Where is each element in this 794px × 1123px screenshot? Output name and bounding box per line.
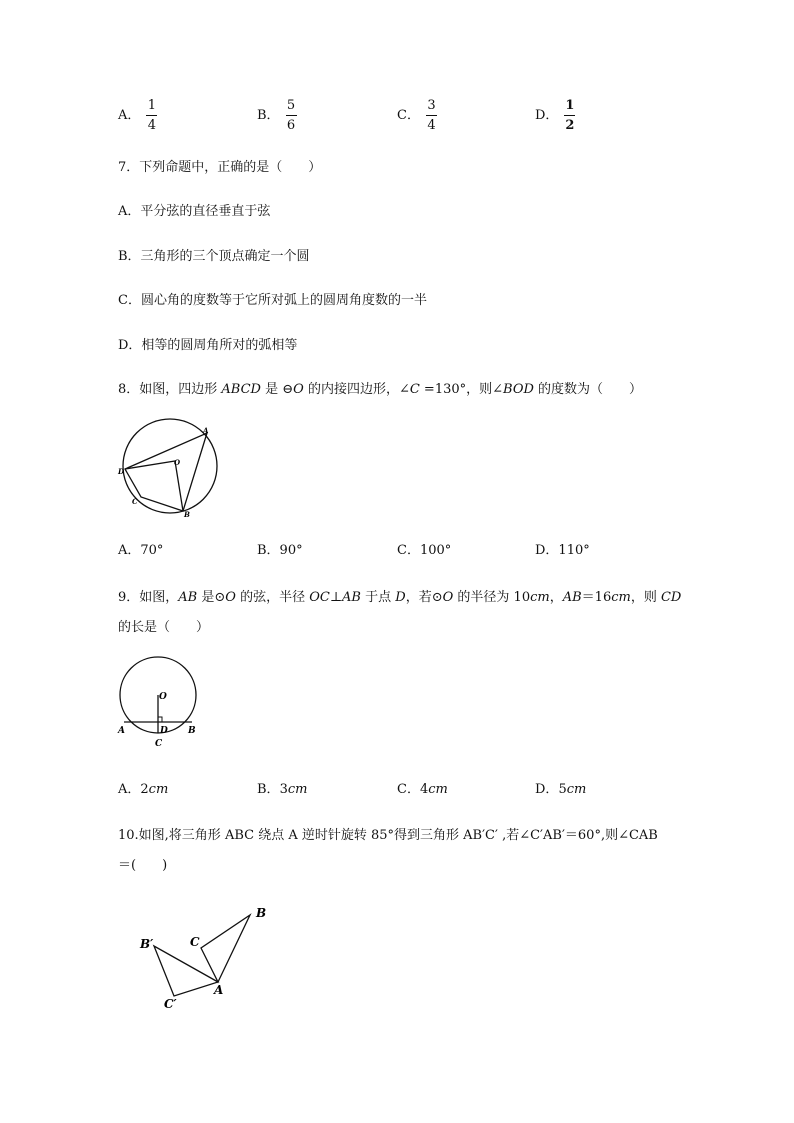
q8-label-b: B xyxy=(184,510,190,519)
q6-option-b-fraction: $\frac{5}{6}$ xyxy=(286,98,296,133)
q6-option-d-letter: D． xyxy=(535,108,559,123)
q6-option-b-letter: B． xyxy=(257,108,280,123)
q9-option-b[interactable]: B． 3 cm xyxy=(257,782,308,797)
q6-option-c[interactable] xyxy=(397,98,437,133)
q8-option-b[interactable]: B．90° xyxy=(257,543,303,558)
q9-stem-line1: 9．如图，AB 是⊙O 的弦，半径 OC⊥AB 于点 D，若⊙O 的半径为 10cm，AB＝16cm，则 CD xyxy=(118,590,682,605)
q10-triangle-abc xyxy=(201,915,250,982)
q9-stem-line2: 的长是（ ） xyxy=(118,620,210,635)
q10-stem-line1: 10.如图,将三角形 ABC 绕点 A 逆时针旋转 85°得到三角形 AB′C′ ,若∠C′AB′＝60°,则∠CAB xyxy=(118,828,658,843)
q7-stem: 7．下列命题中，正确的是（ ） xyxy=(118,160,322,175)
q10-label-b-prime: B′ xyxy=(140,937,154,951)
q9-option-d[interactable]: D． 5 cm xyxy=(535,782,587,797)
q6-option-a-letter: A． xyxy=(118,108,141,123)
q9-label-d: D xyxy=(160,726,168,736)
q10-label-a: A xyxy=(214,983,224,997)
q6-option-d-fraction: $\frac{1}{2}$ xyxy=(565,98,575,133)
q6-option-d[interactable] xyxy=(535,98,575,133)
q10-label-b: B xyxy=(256,906,267,920)
q8-option-a[interactable]: A．70° xyxy=(118,543,164,558)
q9-label-c: C xyxy=(155,739,163,749)
q10-stem-line2: ＝( ) xyxy=(118,858,168,873)
q6-option-c-fraction: $\frac{3}{4}$ xyxy=(427,98,436,133)
q8-option-c[interactable]: C．100° xyxy=(397,543,452,558)
q9-option-a[interactable]: A． 2 cm xyxy=(118,782,169,797)
q10-label-c: C xyxy=(190,935,200,949)
q8-figure xyxy=(112,418,227,523)
q8-label-a: A xyxy=(203,426,209,435)
q8-label-o: O xyxy=(174,458,181,467)
q7-option-a[interactable]: A．平分弦的直径垂直于弦 xyxy=(118,204,271,219)
q9-option-c[interactable]: C． 4 cm xyxy=(397,782,448,797)
q10-label-c-prime: C′ xyxy=(164,997,177,1011)
q7-option-b[interactable]: B．三角形的三个顶点确定一个圆 xyxy=(118,249,310,264)
q9-figure xyxy=(112,655,207,755)
q6-option-b[interactable] xyxy=(257,98,297,133)
q8-stem: 8．如图，四边形 ABCD 是 ⊖O 的内接四边形，∠C =130°，则∠BOD 的度数为（ ） xyxy=(118,382,643,397)
q9-label-b: B xyxy=(188,726,196,736)
q8-label-c: C xyxy=(132,497,138,506)
q8-option-d[interactable]: D．110° xyxy=(535,543,590,558)
q10-figure xyxy=(130,900,280,1012)
q9-label-a: A xyxy=(118,726,125,736)
q9-label-o: O xyxy=(159,692,167,702)
q10-triangle-ab-prime-c-prime xyxy=(154,946,218,996)
q8-label-d: D xyxy=(118,467,125,476)
q7-option-c[interactable]: C．圆心角的度数等于它所对弧上的圆周角度数的一半 xyxy=(118,293,427,308)
q6-option-c-letter: C． xyxy=(397,108,420,123)
q7-option-d[interactable]: D．相等的圆周角所对的弧相等 xyxy=(118,338,298,353)
q6-option-a[interactable] xyxy=(118,98,157,133)
q6-option-a-fraction: $\frac{1}{4}$ xyxy=(147,98,157,133)
